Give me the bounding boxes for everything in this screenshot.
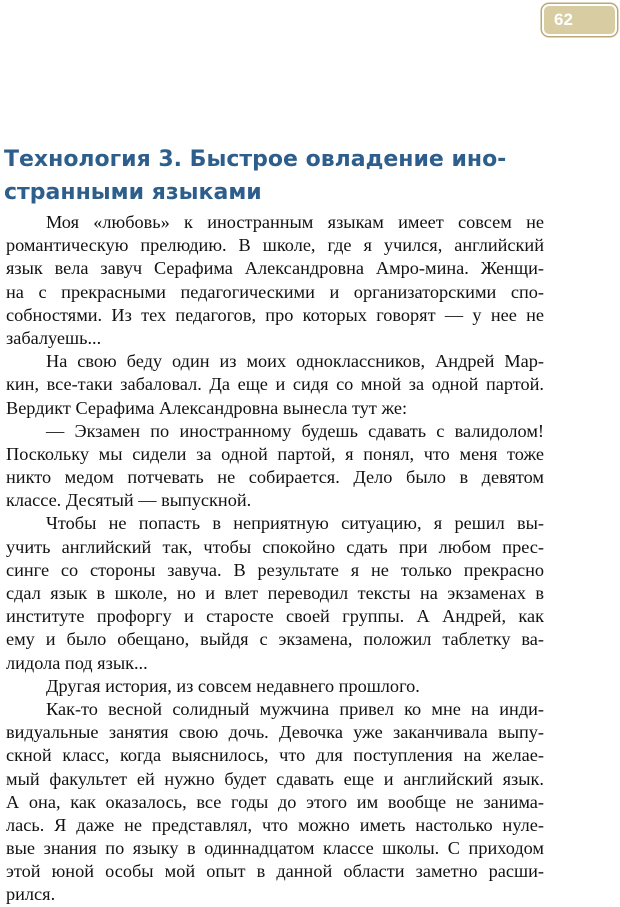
text-line: никто медом потчевать не собирается. Дело было в девятом — [6, 467, 544, 488]
text-line: Чтобы не попасть в неприятную ситуацию, я решил вы- — [46, 513, 544, 534]
text-line: А она, как оказалось, все годы до этого им вообще не занима- — [6, 791, 544, 812]
text-line: язык вела завуч Серафима Александровна Амро-мина. Женщи- — [6, 258, 544, 279]
text-line: Поскольку мы сидели за одной партой, я понял, что меня тоже — [6, 443, 544, 464]
text-line: мый факультет ей нужно будет сдавать еще и английский язык. — [6, 768, 544, 789]
text-line: Вердикт Серафима Александровна вынесла тут же: — [6, 397, 408, 418]
text-line: ему и было обещано, выйдя с экзамена, положил таблетку ва- — [6, 629, 544, 650]
text-line: рился. — [6, 884, 56, 905]
text-line: на с прекрасными педагогическими и организаторскими спо- — [6, 281, 544, 302]
text-line: учить английский так, чтобы спокойно сдать при любом прес- — [6, 536, 544, 557]
text-line: скной класс, когда выяснилось, что для поступления на желае- — [6, 745, 544, 766]
text-line: На свою беду один из моих одноклассников, Андрей Мар- — [46, 351, 544, 372]
section-heading-line-1: Технология 3. Быстрое овладение ино- — [4, 147, 507, 172]
text-line: кин, все-таки забаловал. Да еще и сидя со мной за одной партой. — [6, 374, 544, 395]
text-line: романтическую прелюдию. В школе, где я учился, английский — [6, 235, 544, 256]
text-line: институте профоргу и старосте своей группы. А Андрей, как — [6, 606, 544, 627]
text-line: вые знания по языку в одиннадцатом классе школы. С приходом — [6, 838, 544, 859]
page-number-badge: 62 — [542, 4, 617, 36]
body-text — [6, 211, 544, 907]
text-line: видуальные занятия свою дочь. Девочка уже заканчивала выпу- — [6, 722, 544, 743]
text-line: лидола под язык... — [6, 652, 148, 673]
text-line: — Экзамен по иностранному будешь сдавать с валидолом! — [46, 420, 544, 441]
text-line: Моя «любовь» к иностранным языкам имеет совсем не — [46, 212, 544, 232]
text-line: Как-то весной солидный мужчина привел ко мне на инди- — [46, 698, 544, 719]
text-line: классе. Десятый — выпускной. — [6, 490, 252, 511]
text-line: Другая история, из совсем недавнего прошлого. — [46, 675, 420, 696]
text-line: этой юной особы мой опыт в данной области заметно расши- — [6, 861, 544, 882]
text-line: лась. Я даже не представлял, что можно иметь настолько нуле- — [6, 814, 544, 835]
text-line: забалуешь... — [6, 327, 102, 348]
section-heading-line-2: странными языками — [4, 180, 262, 205]
text-line: собностями. Из тех педагогов, про которых говорят — у нее не — [6, 304, 544, 325]
text-line: синге со стороны завуча. В результате я не только прекрасно — [6, 559, 544, 580]
section-heading — [4, 143, 604, 209]
text-line: сдал язык в школе, но и влет переводил тексты на экзаменах в — [6, 583, 544, 603]
